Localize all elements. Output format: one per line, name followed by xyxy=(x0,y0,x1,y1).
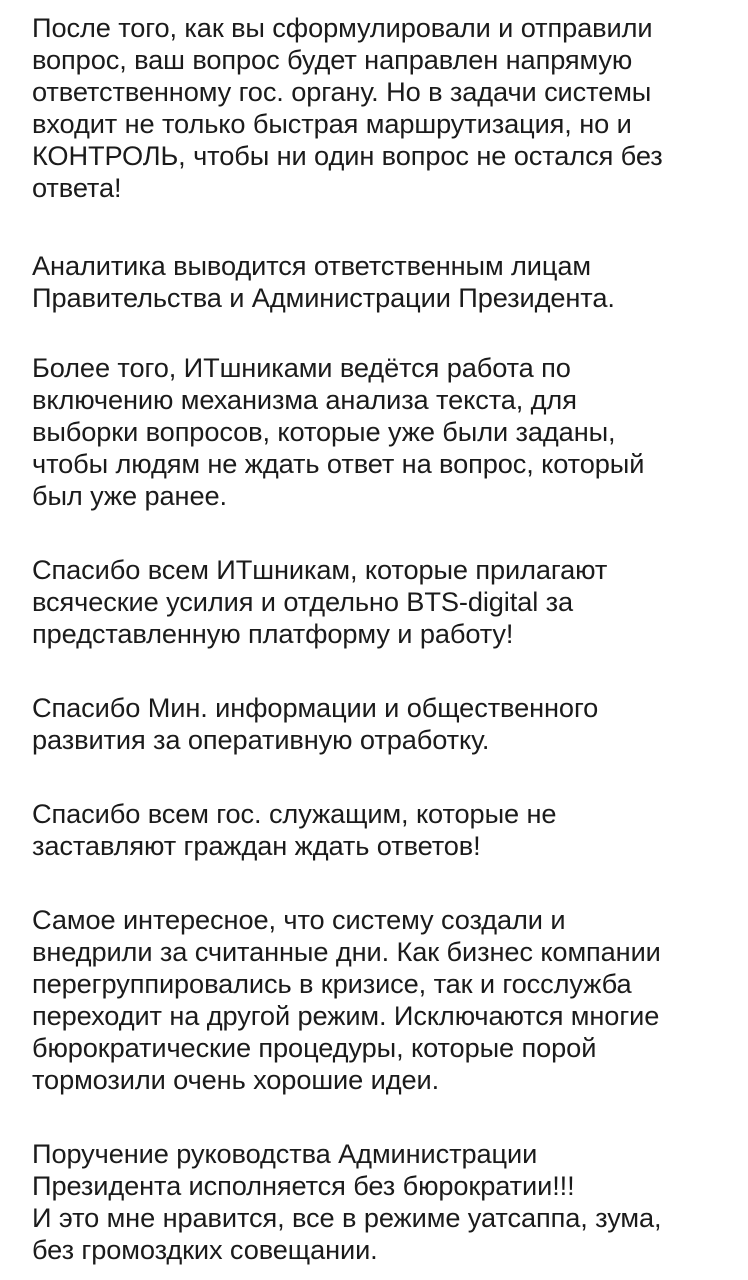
text-line: перегруппировались в кризисе, так и госслужба xyxy=(32,968,632,999)
text-line: И это мне нравится, все в режиме уатсаппа, зума, xyxy=(32,1202,662,1233)
paragraph-analytics xyxy=(32,250,615,314)
text-line: развития за оперативную отработку. xyxy=(32,724,490,755)
text-line: чтобы людям не ждать ответ на вопрос, который xyxy=(32,448,645,479)
text-line: ответа! xyxy=(32,172,122,203)
text-line: входит не только быстрая маршрутизация, но и xyxy=(32,108,632,139)
text-line: выборки вопросов, которые уже были заданы, xyxy=(32,416,616,447)
text-line: Самое интересное, что систему создали и xyxy=(32,904,566,935)
text-line: переходит на другой режим. Исключаются многие xyxy=(32,1000,660,1031)
paragraph-no-bureaucracy xyxy=(32,1138,661,1266)
text-line: Спасибо всем гос. служащим, которые не xyxy=(32,798,557,829)
text-line: Спасибо Мин. информации и общественного xyxy=(32,692,599,723)
paragraph-text-analysis xyxy=(32,352,644,512)
paragraph-thanks-it xyxy=(32,554,607,650)
text-line: Правительства и Администрации Президента. xyxy=(32,282,615,313)
text-line: всяческие усилия и отдельно BTS-digital за xyxy=(32,586,573,617)
text-line: представленную платформу и работу! xyxy=(32,618,514,649)
text-line: ответственному гос. органу. Но в задачи системы xyxy=(32,76,652,107)
text-line: Более того, ИТшниками ведётся работа по xyxy=(32,352,571,383)
text-line: бюрократические процедуры, которые порой xyxy=(32,1032,597,1063)
text-line: Президента исполняется без бюрократии!!! xyxy=(32,1170,575,1201)
text-line: тормозили очень хорошие идеи. xyxy=(32,1064,440,1095)
text-line: включению механизма анализа текста, для xyxy=(32,384,577,415)
text-line: КОНТРОЛЬ, чтобы ни один вопрос не остался без xyxy=(32,140,663,171)
text-line: был уже ранее. xyxy=(32,480,227,511)
paragraph-fast-implementation xyxy=(32,904,661,1096)
text-line: без громоздких совещании. xyxy=(32,1234,378,1265)
text-line: вопрос, ваш вопрос будет направлен напрямую xyxy=(32,44,633,75)
text-line: После того, как вы сформулировали и отправили xyxy=(32,12,653,43)
text-line: Аналитика выводится ответственным лицам xyxy=(32,250,591,281)
text-line: заставляют граждан ждать ответов! xyxy=(32,830,481,861)
paragraph-routing-control xyxy=(32,12,663,204)
text-line: внедрили за считанные дни. Как бизнес компании xyxy=(32,936,661,967)
text-line: Спасибо всем ИТшникам, которые прилагают xyxy=(32,554,608,585)
paragraph-thanks-civil-servants xyxy=(32,798,556,862)
paragraph-thanks-ministry xyxy=(32,692,598,756)
text-line: Поручение руководства Администрации xyxy=(32,1138,538,1169)
